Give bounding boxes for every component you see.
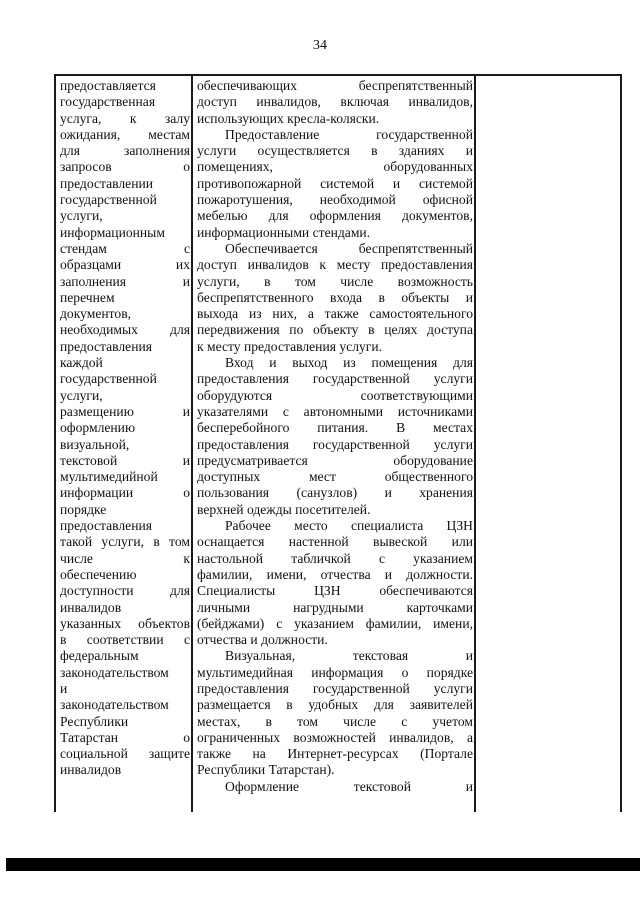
text-line: предоставления государственной услуги (197, 680, 473, 696)
text-line: отчества и должности. (197, 632, 328, 648)
column-requirements-text (197, 78, 473, 795)
text-line: предоставления (60, 518, 153, 534)
text-line: противопожарной системой и системой (197, 175, 473, 191)
text-line: инвалидов (60, 762, 122, 778)
text-line: оборудуются соответствующими (197, 387, 473, 403)
col-divider-1 (191, 74, 193, 812)
text-line: заполнения и (60, 273, 190, 289)
text-line: (бейджами) с указанием фамилии, имени, (197, 615, 473, 631)
text-line: ожидания, местам (60, 126, 190, 142)
text-line: необходимых для (60, 322, 190, 338)
text-line: Республики (60, 713, 129, 729)
text-line: услуги осуществляется в зданиях и (197, 143, 473, 159)
text-line: передвижения по объекту в целях доступа (197, 322, 473, 338)
text-line: предоставляется (60, 78, 156, 93)
table-left-border (54, 74, 56, 812)
text-line: образцами их (60, 257, 190, 273)
text-line: государственной (60, 192, 157, 208)
text-line: обеспечению (60, 566, 137, 582)
text-line: государственная (60, 94, 156, 110)
table-top-border (54, 74, 622, 76)
text-line: верхней одежды посетителей. (197, 501, 371, 517)
text-line: Татарстан о (60, 729, 190, 745)
text-line: личными нагрудными карточками (197, 599, 473, 615)
text-line: мебелью для оформления документов, (197, 208, 473, 224)
text-line: указателями с автономными источниками (197, 403, 473, 419)
text-line: доступ инвалидов к месту предоставления (197, 257, 473, 273)
text-line: пользования (санузлов) и хранения (197, 485, 473, 501)
text-line: к месту предоставления услуги. (197, 338, 383, 354)
text-line: размещается в удобных для заявителей (197, 697, 473, 713)
text-line: использующих кресла-коляски. (197, 110, 380, 126)
text-line: текстовой и (60, 452, 190, 468)
text-line: социальной защите (60, 746, 190, 762)
text-line: запросов о (60, 159, 190, 175)
text-line: услуга, к залу (60, 110, 190, 126)
text-line: услуги, (60, 387, 103, 403)
text-line: Рабочее место специалиста ЦЗН (225, 518, 473, 534)
text-line: услуги, в том числе возможность (197, 273, 473, 289)
text-line: Оформление текстовой и (225, 778, 473, 794)
text-line: документов, (60, 306, 132, 322)
text-line: законодательством (60, 697, 169, 713)
text-line: также на Интернет-ресурсах (Портале (197, 746, 473, 762)
text-line: Вход и выход из помещения для (225, 355, 473, 371)
table-right-border (620, 74, 622, 812)
text-line: числе к (60, 550, 190, 566)
text-line: ограниченных возможностей инвалидов, а (197, 729, 473, 745)
text-line: перечнем (60, 289, 115, 305)
text-line: указанных объектов (60, 615, 190, 631)
text-line: оснащается настенной вывеской или (197, 534, 473, 550)
text-line: размещению и (60, 403, 190, 419)
text-line: информационными стендами. (197, 224, 371, 240)
text-line: беспрепятственного входа в объекты и (197, 289, 473, 305)
text-line: Предоставление государственной (225, 126, 473, 142)
text-line: услуги, (60, 208, 103, 224)
text-line: доступных мест общественного (197, 469, 473, 485)
text-line: мультимедийная информация о порядке (197, 664, 473, 680)
text-line: порядке (60, 501, 107, 517)
text-line: предоставления (60, 338, 153, 354)
text-line: государственной (60, 371, 157, 387)
text-line: законодательством (60, 664, 169, 680)
text-line: и (60, 680, 68, 696)
text-line: бесперебойного питания. В местах (197, 420, 473, 436)
text-line: стендам с (60, 240, 190, 256)
text-line: Республики Татарстан). (197, 762, 335, 778)
text-line: мультимедийной (60, 469, 158, 485)
text-line: фамилии, имени, отчества и должности. (197, 566, 473, 582)
text-line: настольной табличкой с указанием (197, 550, 473, 566)
text-line: для заполнения (60, 143, 190, 159)
text-line: федеральным (60, 648, 139, 664)
text-line: визуальной, (60, 436, 130, 452)
text-line: Специалисты ЦЗН обеспечиваются (197, 583, 473, 599)
text-line: местах, в том числе с учетом (197, 713, 473, 729)
text-line: предоставления государственной услуги (197, 436, 473, 452)
text-line: доступ инвалидов, включая инвалидов, (197, 94, 473, 110)
text-line: предоставлении (60, 175, 154, 191)
column-service-premises (60, 78, 190, 779)
text-line: Визуальная, текстовая и (225, 648, 473, 664)
text-line: помещениях, оборудованных (197, 159, 473, 175)
text-line: такой услуги, в том (60, 534, 190, 550)
text-line: Обеспечивается беспрепятственный (225, 240, 473, 256)
text-line: инвалидов (60, 599, 122, 615)
text-line: каждой (60, 355, 103, 371)
scan-bottom-bar (6, 858, 640, 871)
text-line: обеспечивающих беспрепятственный (197, 78, 473, 93)
text-line: информации о (60, 485, 190, 501)
col-divider-2 (474, 74, 476, 812)
text-line: оформлению (60, 420, 136, 436)
text-line: предоставления государственной услуги (197, 371, 473, 387)
text-line: предусматривается оборудование (197, 452, 473, 468)
text-line: информационным (60, 224, 165, 240)
text-line: в соответствии с (60, 632, 190, 648)
text-line: пожаротушения, необходимой офисной (197, 192, 473, 208)
text-line: доступности для (60, 583, 190, 599)
text-line: выхода из них, а также самостоятельного (197, 306, 473, 322)
page-number: 34 (313, 38, 327, 53)
